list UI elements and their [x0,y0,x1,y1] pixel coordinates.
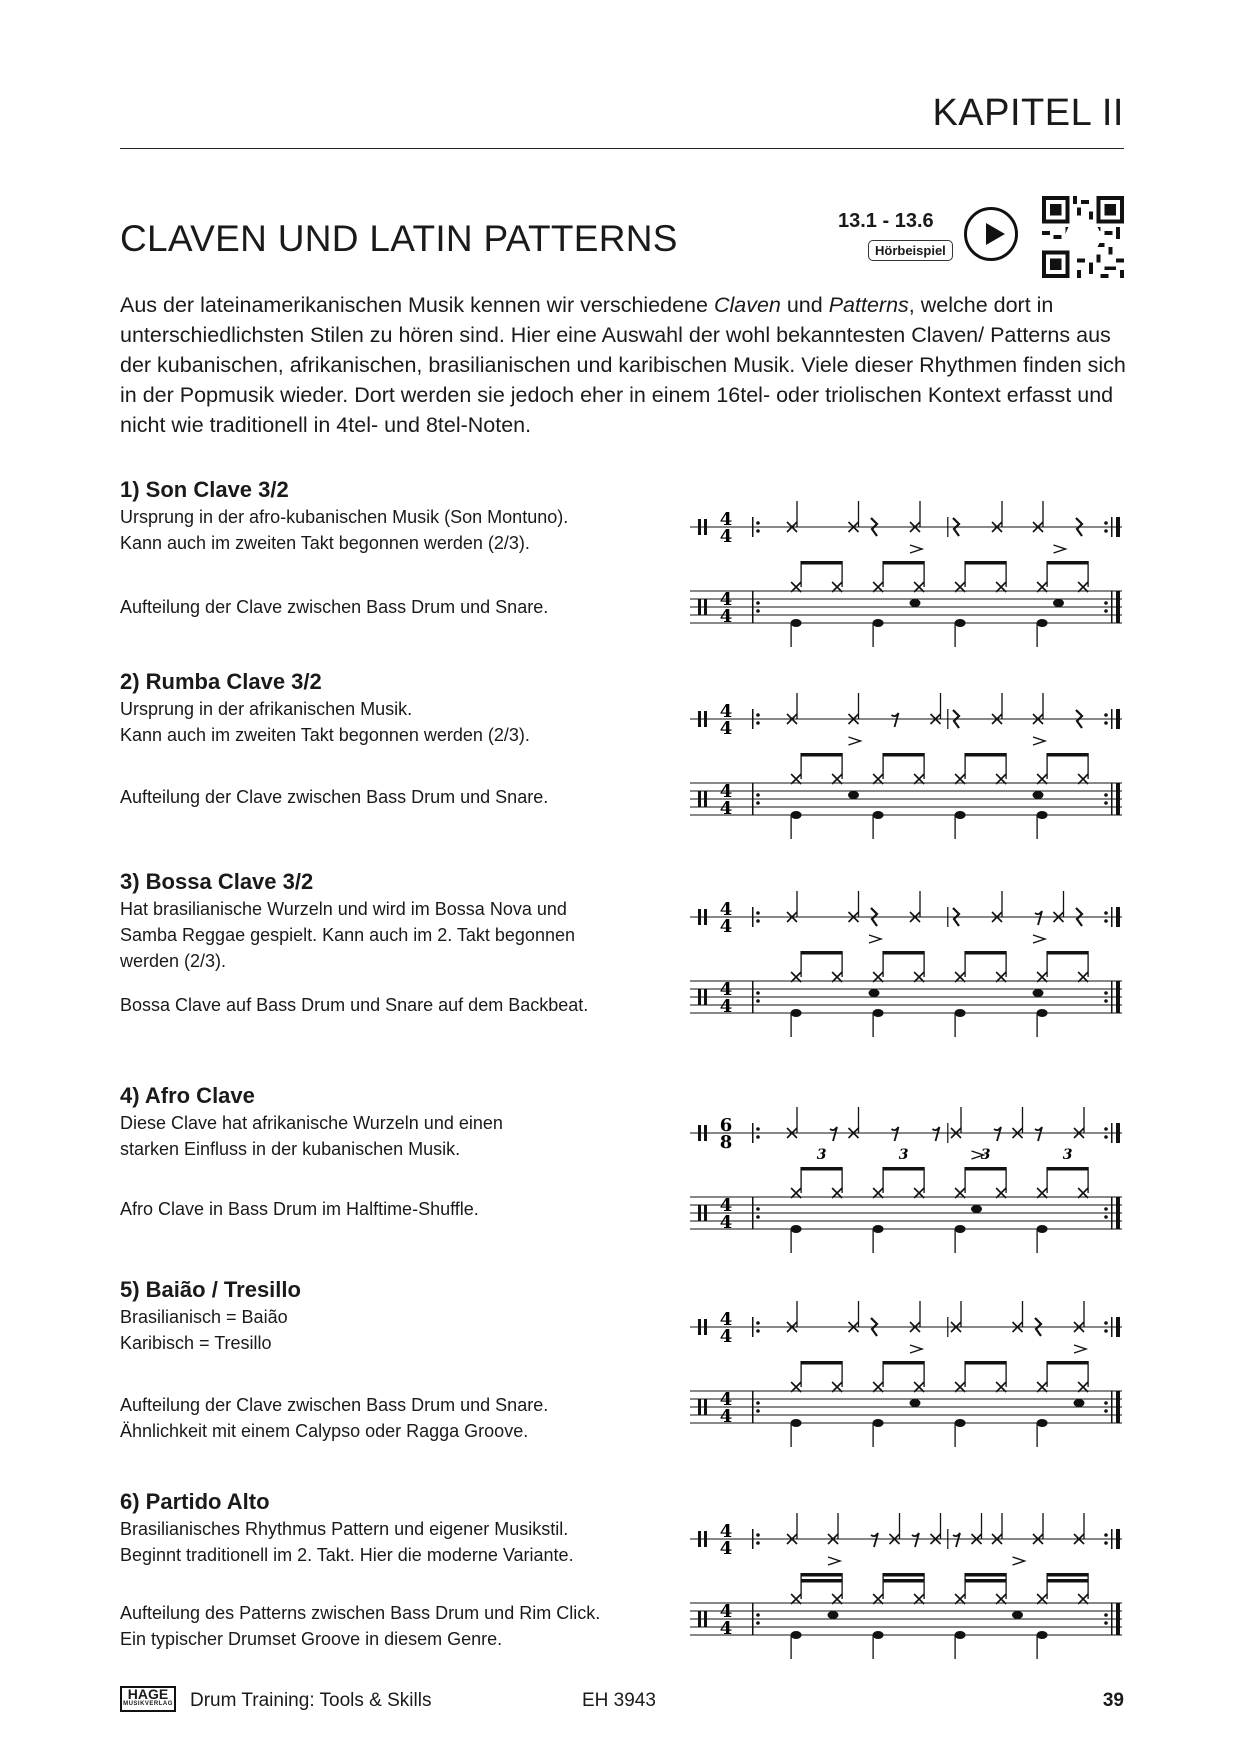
percussion-clef [704,989,707,1005]
section-desc2-line: Aufteilung der Clave zwischen Bass Drum und Snare. [120,1395,549,1415]
repeat-dot [1104,991,1108,995]
snare-note [910,1399,921,1407]
end-repeat-bar [1111,1123,1113,1143]
percussion-clef [704,519,707,535]
time-sig-bottom: 4 [719,1538,733,1559]
percussion-clef [704,1531,707,1547]
time-sig-top: 4 [719,1601,733,1622]
bass-drum-note [955,1631,966,1639]
chapter-heading: KAPITEL II [932,92,1124,134]
time-sig-top: 4 [719,1389,733,1410]
time-sig-bottom: 4 [719,1326,733,1347]
percussion-clef [704,1125,707,1141]
section-title: 5) Baião / Tresillo [120,1277,301,1302]
repeat-dot [756,529,760,533]
bass-drum-note [791,1631,802,1639]
repeat-dot [1104,1127,1108,1131]
time-sig-top: 4 [719,1521,733,1542]
publisher-sub: MUSIKVERLAG [123,1701,173,1707]
publisher-name: HAGE [127,1686,169,1702]
note-beam [883,753,924,757]
repeat-bar [752,1603,754,1635]
accent-mark [1033,737,1045,745]
section-desc-line: Brasilianisch = Baião [120,1307,288,1327]
repeat-dot [1104,911,1108,915]
note-beam [965,561,1006,565]
bass-drum-note [955,1419,966,1427]
repeat-dot [756,721,760,725]
percussion-clef [704,711,707,727]
repeat-dot [1104,1135,1108,1139]
bass-drum-note [955,1009,966,1017]
snare-note [910,599,921,607]
accent-mark [1013,1557,1025,1565]
time-sig-bottom: 4 [719,718,733,739]
percussion-clef [704,1205,707,1221]
repeat-dot [1104,999,1108,1003]
repeat-dot [1104,1321,1108,1325]
snare-note [1074,1399,1085,1407]
snare-note [869,989,880,997]
end-repeat-bar [1111,1197,1113,1229]
eighth-rest [1035,911,1042,925]
percussion-clef [704,1319,707,1335]
time-sig-bottom: 8 [719,1132,733,1153]
repeat-dot [756,1207,760,1211]
end-repeat-bar [1111,1529,1113,1549]
note-beam [1047,1579,1088,1583]
notation-group [690,693,1122,839]
section-title: 2) Rumba Clave 3/2 [120,669,322,694]
repeat-dot [756,1135,760,1139]
repeat-dot [1104,1621,1108,1625]
percussion-clef [704,1611,707,1627]
triplet-number: 3 [898,1147,909,1163]
time-sig-bottom: 4 [719,606,733,627]
score-rumba-clave [680,692,1130,842]
repeat-dot [1104,793,1108,797]
percussion-clef [698,1531,701,1547]
section-desc2-line: Aufteilung der Clave zwischen Bass Drum und Snare. [120,597,549,617]
time-sig-bottom: 4 [719,1212,733,1233]
intro-text-2: , welche dort in unterschiedlichsten Stilen zu hören sind. Hier eine Auswahl der wohl bekanntesten Claven/ Patterns aus der kubanischen, afrikanischen, brasilianischen und karibischen Musik. Viele dieser Rhythmen finden sich in der Popmusik wieder. Dort werden sie jedoch eher in einem 16tel- oder triolischen Kontext erfasst und nicht wie traditionell in 4tel- und 8tel-Noten. [120,293,1126,437]
audio-track-range: 13.1 - 13.6 [838,210,934,232]
repeat-dot [1104,721,1108,725]
notation-group [690,1107,1122,1253]
section-desc-line: starken Einfluss in der kubanischen Musik. [120,1139,461,1159]
repeat-dot [1104,1541,1108,1545]
end-repeat-bar [1111,783,1113,815]
bass-drum-note [873,1419,884,1427]
note-beam [965,1361,1006,1365]
bass-drum-note [1037,1009,1048,1017]
repeat-dot [756,793,760,797]
end-repeat-bar [1111,907,1113,927]
intro-paragraph [120,290,1126,440]
section-desc2-line: Bossa Clave auf Bass Drum und Snare auf dem Backbeat. [120,995,589,1015]
note-beam [965,951,1006,955]
end-repeat-bar [1116,517,1120,537]
triplet-number: 3 [1062,1147,1073,1163]
eighth-rest [994,1127,1001,1141]
section-desc-line: Kann auch im zweiten Takt begonnen werden (2/3). [120,725,530,745]
snare-note [848,791,859,799]
section-baiao-tresillo [120,1276,660,1441]
section-title: 4) Afro Clave [120,1083,255,1108]
section-desc2-line: Aufteilung des Patterns zwischen Bass Drum und Rim Click. [120,1603,601,1623]
section-desc-line: werden (2/3). [120,951,227,971]
section-desc-line: Samba Reggae gespielt. Kann auch im 2. Takt begonnen [120,925,575,945]
note-beam [965,1579,1006,1583]
bass-drum-note [873,811,884,819]
bass-drum-note [955,619,966,627]
section-title: 3) Bossa Clave 3/2 [120,869,314,894]
repeat-dot [756,1613,760,1617]
eighth-rest [933,1127,940,1141]
end-repeat-bar [1116,591,1120,623]
bass-drum-note [791,1009,802,1017]
repeat-dot [1104,1401,1108,1405]
accent-mark [1074,1345,1086,1353]
eighth-rest [892,713,899,727]
time-sig-bottom: 4 [719,526,733,547]
repeat-dot [1104,1613,1108,1617]
eighth-rest [912,1533,919,1547]
repeat-dot [1104,1215,1108,1219]
repeat-bar [752,1391,754,1423]
intro-patterns: Patterns [828,293,909,317]
percussion-clef [698,1319,701,1335]
note-beam [883,1361,924,1365]
percussion-clef [698,989,701,1005]
section-desc-line: Hat brasilianische Wurzeln und wird im Bossa Nova und [120,899,567,919]
accent-mark [910,545,922,553]
accent-mark [828,1557,840,1565]
end-repeat-bar [1111,709,1113,729]
end-repeat-bar [1116,783,1120,815]
repeat-bar [752,1197,754,1229]
page-number: 39 [1102,1690,1124,1711]
section-desc-line: Brasilianisches Rhythmus Pattern und eigener Musikstil. [120,1519,569,1539]
triplet-number: 3 [980,1147,991,1163]
score-baiao-tresillo [680,1300,1130,1450]
note-beam [883,1579,924,1583]
repeat-dot [756,1127,760,1131]
bass-drum-note [873,1631,884,1639]
eighth-rest [1035,1127,1042,1141]
percussion-clef [698,1611,701,1627]
time-sig-top: 6 [719,1115,733,1136]
footer-book-title: Drum Training: Tools & Skills [190,1690,432,1711]
intro-text-1: Aus der lateinamerikanischen Musik kennen wir verschiedene [120,293,714,317]
time-sig-bottom: 4 [719,798,733,819]
repeat-dot [756,1541,760,1545]
bass-drum-note [873,619,884,627]
score-partido-alto [680,1512,1130,1662]
repeat-dot [1104,1207,1108,1211]
snare-note [1033,791,1044,799]
bass-drum-note [1037,619,1048,627]
notation-group [690,891,1122,1037]
percussion-clef [698,1125,701,1141]
repeat-bar [752,981,754,1013]
repeat-dot [1104,609,1108,613]
repeat-bar [752,907,754,927]
repeat-dot [756,991,760,995]
section-desc2-line: Ähnlichkeit mit einem Calypso oder Ragga Groove. [120,1421,529,1441]
repeat-bar [752,1317,754,1337]
time-sig-bottom: 4 [719,996,733,1017]
time-sig-top: 4 [719,781,733,802]
section-title: 6) Partido Alto [120,1489,270,1514]
repeat-bar [752,1123,754,1143]
section-bossa-clave [120,868,660,1015]
note-beam [883,561,924,565]
repeat-dot [756,801,760,805]
audio-badge: Hörbeispiel [868,240,953,261]
accent-mark [869,935,881,943]
repeat-dot [1104,919,1108,923]
note-beam [801,561,842,565]
score-bossa-clave [680,890,1130,1040]
note-beam [1047,561,1088,565]
note-beam [883,1573,924,1577]
note-beam [801,1579,842,1583]
snare-note [1012,1611,1023,1619]
section-desc-line: Ursprung in der afrikanischen Musik. [120,699,413,719]
end-repeat-bar [1116,709,1120,729]
bass-drum-note [955,811,966,819]
note-beam [801,951,842,955]
publisher-logo [120,1686,176,1712]
note-beam [801,1573,842,1577]
time-sig-top: 4 [719,899,733,920]
repeat-dot [1104,801,1108,805]
bass-drum-note [873,1009,884,1017]
percussion-clef [698,791,701,807]
repeat-dot [756,1401,760,1405]
snare-note [828,1611,839,1619]
repeat-dot [756,999,760,1003]
percussion-clef [698,519,701,535]
section-afro-clave [120,1082,660,1219]
repeat-bar [752,783,754,815]
repeat-dot [756,713,760,717]
score-afro-clave [680,1106,1130,1256]
repeat-dot [1104,529,1108,533]
repeat-dot [1104,713,1108,717]
repeat-bar [752,1529,754,1549]
triplet-number: 3 [816,1147,827,1163]
note-beam [965,753,1006,757]
snare-note [1053,599,1064,607]
percussion-clef [704,909,707,925]
intro-und: und [780,293,829,317]
note-beam [965,1573,1006,1577]
repeat-dot [756,601,760,605]
repeat-dot [1104,1329,1108,1333]
repeat-dot [756,1215,760,1219]
eighth-rest [953,1533,960,1547]
accent-mark [1033,935,1045,943]
section-desc2-line: Afro Clave in Bass Drum im Halftime-Shuffle. [120,1199,479,1219]
section-desc-line: Diese Clave hat afrikanische Wurzeln und einen [120,1113,503,1133]
bass-drum-note [791,619,802,627]
repeat-dot [756,521,760,525]
eighth-rest [830,1127,837,1141]
bass-drum-note [955,1225,966,1233]
notation-group [690,1301,1122,1447]
snare-note [1033,989,1044,997]
end-repeat-bar [1116,981,1120,1013]
note-beam [965,1167,1006,1171]
percussion-clef [698,909,701,925]
end-repeat-bar [1116,907,1120,927]
repeat-bar [752,709,754,729]
note-beam [1047,1573,1088,1577]
time-sig-top: 4 [719,1195,733,1216]
end-repeat-bar [1116,1603,1120,1635]
percussion-clef [704,599,707,615]
footer-code: EH 3943 [582,1690,656,1711]
repeat-dot [756,1329,760,1333]
intro-claven: Claven [713,293,781,317]
play-icon[interactable] [964,207,1018,261]
end-repeat-bar [1111,591,1113,623]
end-repeat-bar [1116,1317,1120,1337]
percussion-clef [698,1205,701,1221]
section-desc-line: Kann auch im zweiten Takt begonnen werden (2/3). [120,533,530,553]
end-repeat-bar [1111,517,1113,537]
score-son-clave [680,500,1130,650]
percussion-clef [704,1399,707,1415]
repeat-dot [756,911,760,915]
percussion-clef [698,1399,701,1415]
end-repeat-bar [1116,1529,1120,1549]
eighth-rest [871,1533,878,1547]
section-desc-line: Karibisch = Tresillo [120,1333,272,1353]
eighth-rest [892,1127,899,1141]
section-rumba-clave [120,668,660,807]
section-desc2-line: Ein typischer Drumset Groove in diesem Genre. [120,1629,503,1649]
percussion-clef [698,599,701,615]
repeat-bar [752,517,754,537]
bass-drum-note [791,1225,802,1233]
section-son-clave [120,476,660,617]
bass-drum-note [1037,1225,1048,1233]
notation-group [690,501,1122,647]
bass-drum-note [791,1419,802,1427]
section-partido-alto [120,1488,660,1649]
notation-group [690,1513,1122,1659]
repeat-dot [756,1321,760,1325]
repeat-bar [752,591,754,623]
note-beam [1047,753,1088,757]
section-title: 1) Son Clave 3/2 [120,477,289,502]
repeat-dot [756,1409,760,1413]
time-sig-bottom: 4 [719,1618,733,1639]
note-beam [1047,1361,1088,1365]
bass-drum-note [1037,811,1048,819]
section-desc2-line: Aufteilung der Clave zwischen Bass Drum und Snare. [120,787,549,807]
end-repeat-bar [1116,1391,1120,1423]
time-sig-top: 4 [719,979,733,1000]
note-beam [801,1361,842,1365]
percussion-clef [704,791,707,807]
note-beam [883,951,924,955]
repeat-dot [1104,1533,1108,1537]
time-sig-top: 4 [719,509,733,530]
snare-note [971,1205,982,1213]
note-beam [883,1167,924,1171]
section-desc-line: Beginnt traditionell im 2. Takt. Hier die moderne Variante. [120,1545,574,1565]
qr-code-icon[interactable] [1042,196,1124,278]
bass-drum-note [873,1225,884,1233]
note-beam [1047,1167,1088,1171]
accent-mark [910,1345,922,1353]
end-repeat-bar [1111,1317,1113,1337]
end-repeat-bar [1111,981,1113,1013]
section-desc-line: Ursprung in der afro-kubanischen Musik (Son Montuno). [120,507,569,527]
time-sig-bottom: 4 [719,1406,733,1427]
accent-mark [1054,545,1066,553]
end-repeat-bar [1116,1123,1120,1143]
bass-drum-note [1037,1631,1048,1639]
page-title: CLAVEN UND LATIN PATTERNS [120,218,678,259]
end-repeat-bar [1111,1603,1113,1635]
repeat-dot [1104,521,1108,525]
repeat-dot [756,1533,760,1537]
accent-mark [849,737,861,745]
time-sig-bottom: 4 [719,916,733,937]
percussion-clef [698,711,701,727]
time-sig-top: 4 [719,1309,733,1330]
end-repeat-bar [1116,1197,1120,1229]
repeat-dot [1104,1409,1108,1413]
repeat-dot [756,1621,760,1625]
repeat-dot [1104,601,1108,605]
note-beam [1047,951,1088,955]
bass-drum-note [791,811,802,819]
end-repeat-bar [1111,1391,1113,1423]
note-beam [801,1167,842,1171]
time-sig-top: 4 [719,589,733,610]
bass-drum-note [1037,1419,1048,1427]
repeat-dot [756,919,760,923]
note-beam [801,753,842,757]
repeat-dot [756,609,760,613]
time-sig-top: 4 [719,701,733,722]
header-rule [120,148,1124,149]
